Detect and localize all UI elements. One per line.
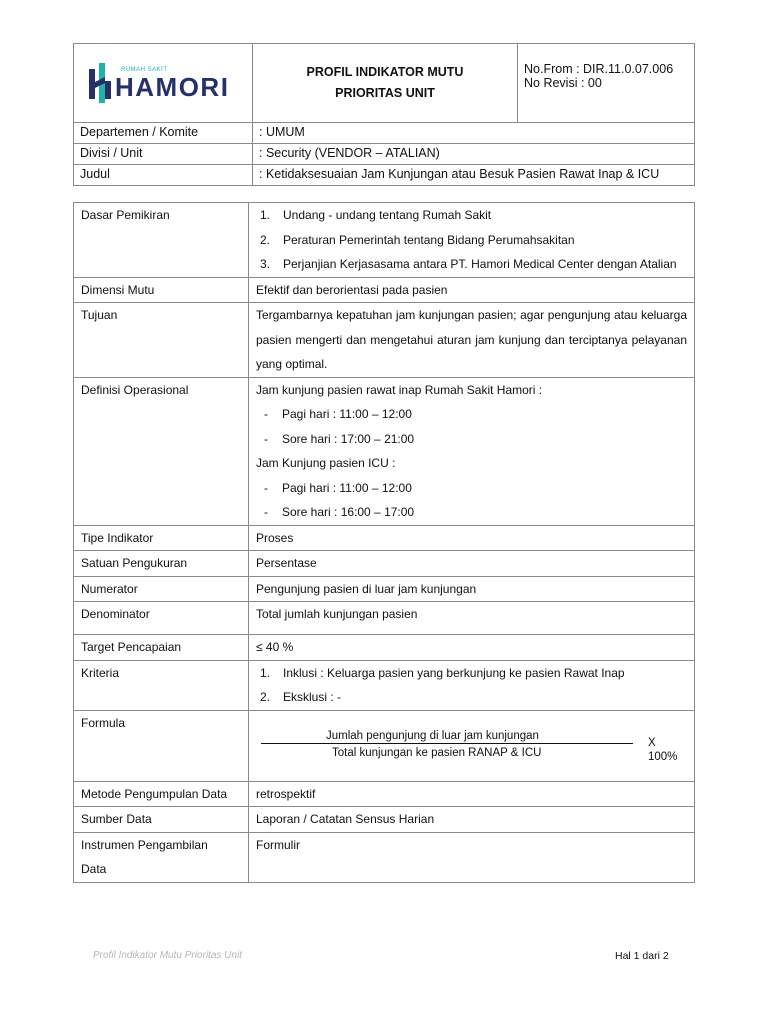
row-label: Kriteria	[74, 660, 249, 710]
row-value	[249, 710, 695, 781]
row-value: Pengunjung pasien di luar jam kunjungan	[249, 576, 695, 602]
list-item: - Pagi hari : 11:00 – 12:00	[264, 407, 412, 421]
row-tujuan	[74, 303, 695, 378]
row-value: ≤ 40 %	[249, 635, 695, 661]
row-formula	[74, 710, 695, 781]
row-label: Denominator	[74, 602, 249, 635]
row-label: Numerator	[74, 576, 249, 602]
meta-row	[74, 123, 695, 144]
formula-numerator: Jumlah pengunjung di luar jam kunjungan	[326, 729, 539, 742]
row-value: Efektif dan berorientasi pada pasien	[249, 277, 695, 303]
logo-cell	[74, 44, 253, 123]
meta-label: Divisi / Unit	[74, 144, 253, 165]
row-sumber-data	[74, 807, 695, 833]
formula-fraction	[256, 711, 687, 781]
list-item: 2. Eksklusi : -	[260, 690, 342, 704]
row-value: Laporan / Catatan Sensus Harian	[249, 807, 695, 833]
numbered-list	[256, 203, 687, 277]
list-item: 3. Perjanjian Kerjasasama antara PT. Hamori Medical Center dengan Atalian	[260, 257, 677, 271]
meta-row	[74, 144, 695, 165]
row-label: Satuan Pengukuran	[74, 551, 249, 577]
row-tipe-indikator	[74, 525, 695, 551]
row-value	[249, 660, 695, 710]
meta-row	[74, 165, 695, 186]
revision-number: No Revisi : 00	[524, 76, 602, 90]
document-info	[518, 44, 695, 123]
row-definisi-operasional	[74, 377, 695, 525]
row-target-pencapaian	[74, 635, 695, 661]
row-value: Persentase	[249, 551, 695, 577]
list-item: - Sore hari : 16:00 – 17:00	[264, 505, 415, 519]
row-label	[74, 832, 249, 882]
definition-heading: Jam kunjung pasien rawat inap Rumah Sakit Hamori :	[256, 382, 543, 397]
row-value: Total jumlah kunjungan pasien	[249, 602, 695, 635]
row-metode-pengumpulan	[74, 781, 695, 807]
row-value	[249, 377, 695, 525]
row-kriteria	[74, 660, 695, 710]
row-label: Dasar Pemikiran	[74, 203, 249, 278]
row-value: Tergambarnya kepatuhan jam kunjungan pasien; agar pengunjung atau keluarga pasien mengerti dan mengetahui aturan jam kunjung dan terciptanya pelayanan yang optimal.	[249, 303, 695, 378]
hospital-logo	[75, 61, 251, 105]
dash-list	[256, 476, 687, 525]
row-value: retrospektif	[249, 781, 695, 807]
footer-page-number: Hal 1 dari 2	[615, 950, 669, 962]
hamori-logo-icon	[88, 61, 112, 105]
row-label: Metode Pengumpulan Data	[74, 781, 249, 807]
logo-small-text: RUMAH SAKIT	[121, 67, 168, 73]
meta-label: Departemen / Komite	[74, 123, 253, 144]
meta-label: Judul	[74, 165, 253, 186]
definition-heading: Jam Kunjung pasien ICU :	[256, 456, 396, 470]
form-number: No.From : DIR.11.0.07.006	[524, 62, 674, 76]
row-numerator	[74, 576, 695, 602]
logo-big-text: HAMORI	[115, 72, 230, 102]
header-table	[73, 43, 695, 186]
row-label-line: Instrumen Pengambilan	[81, 837, 208, 852]
list-item: - Pagi hari : 11:00 – 12:00	[264, 480, 412, 495]
row-instrumen	[74, 832, 695, 882]
list-item: 1. Inklusi : Keluarga pasien yang berkunjung ke pasien Rawat Inap	[260, 665, 625, 680]
footer-document-name: Profil Indikator Mutu Prioritas Unit	[93, 950, 242, 961]
list-item: - Sore hari : 17:00 – 21:00	[264, 431, 415, 446]
meta-value: : UMUM	[253, 123, 695, 144]
row-satuan-pengukuran	[74, 551, 695, 577]
fraction-line	[261, 743, 633, 744]
row-label: Target Pencapaian	[74, 635, 249, 661]
list-item: 1. Undang - undang tentang Rumah Sakit	[260, 208, 492, 222]
dash-list	[256, 402, 687, 451]
row-label-line: Data	[81, 862, 107, 876]
meta-value: : Ketidaksesuaian Jam Kunjungan atau Besuk Pasien Rawat Inap & ICU	[253, 165, 695, 186]
formula-multiplier: X 100%	[648, 736, 678, 763]
row-value: Proses	[249, 525, 695, 551]
list-item: 2. Peraturan Pemerintah tentang Bidang Perumahsakitan	[260, 232, 575, 247]
document-title	[253, 44, 518, 123]
row-dimensi-mutu	[74, 277, 695, 303]
row-label: Tujuan	[74, 303, 249, 378]
row-value	[249, 203, 695, 278]
indicator-table	[73, 202, 695, 883]
row-label: Formula	[74, 710, 249, 781]
row-label: Tipe Indikator	[74, 525, 249, 551]
row-value: Formulir	[249, 832, 695, 882]
title-line-2: PRIORITAS UNIT	[335, 86, 435, 100]
title-line-1: PROFIL INDIKATOR MUTU	[306, 65, 464, 79]
formula-denominator: Total kunjungan ke pasien RANAP & ICU	[332, 746, 542, 759]
row-denominator	[74, 602, 695, 635]
meta-value: : Security (VENDOR – ATALIAN)	[253, 144, 695, 165]
numbered-list	[256, 661, 687, 710]
row-label: Dimensi Mutu	[74, 277, 249, 303]
row-label: Sumber Data	[74, 807, 249, 833]
row-label: Definisi Operasional	[74, 377, 249, 525]
row-dasar-pemikiran	[74, 203, 695, 278]
